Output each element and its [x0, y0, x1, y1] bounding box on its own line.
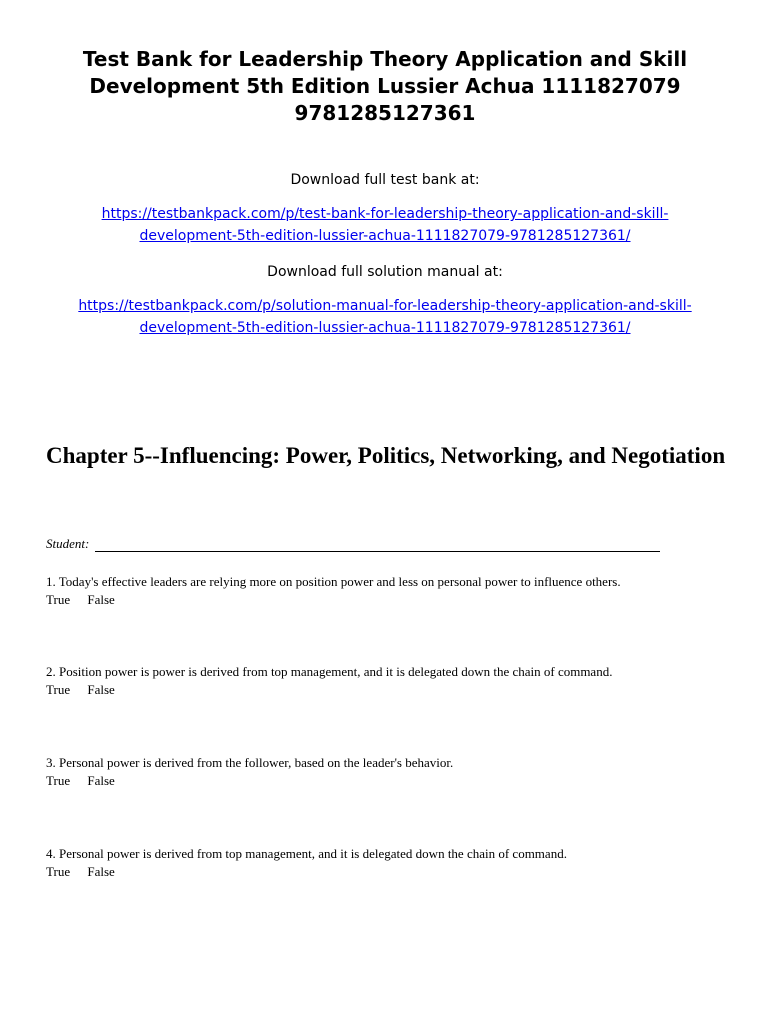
solution-manual-link-line-2: development-5th-edition-lussier-achua-1111827079-9781285127361/ — [139, 320, 631, 336]
question-text: 2. Position power is power is derived from top management, and it is delegated down the chain of command. — [46, 664, 613, 679]
question-options — [46, 591, 736, 609]
title-line-1: Test Bank for Leadership Theory Application and Skill — [82, 47, 688, 71]
solution-manual-download-link[interactable] — [40, 295, 730, 339]
test-bank-download-label: Download full test bank at: — [290, 172, 480, 188]
option-false: False — [87, 592, 115, 607]
question-text: 3. Personal power is derived from the follower, based on the leader's behavior. — [46, 755, 454, 770]
title-line-2: Development 5th Edition Lussier Achua 1111827079 — [89, 74, 681, 98]
solution-manual-download-label: Download full solution manual at: — [267, 264, 503, 280]
test-bank-download-link[interactable] — [40, 203, 730, 247]
test-bank-link-line-2: development-5th-edition-lussier-achua-1111827079-9781285127361/ — [139, 228, 631, 244]
student-name-row — [46, 536, 660, 552]
title-line-3: 9781285127361 — [294, 101, 476, 125]
question-2 — [46, 663, 736, 699]
option-true: True — [46, 773, 71, 788]
question-text: 1. Today's effective leaders are relying more on position power and less on personal power to influence others. — [46, 574, 621, 589]
option-false: False — [87, 864, 115, 879]
option-false: False — [87, 682, 115, 697]
question-1 — [46, 573, 736, 609]
question-options — [46, 863, 736, 881]
student-label: Student: — [46, 536, 90, 551]
solution-manual-link-line-1: https://testbankpack.com/p/solution-manual-for-leadership-theory-application-and-skill- — [78, 298, 692, 314]
question-4 — [46, 845, 736, 881]
question-options — [46, 681, 736, 699]
student-name-line — [95, 537, 660, 552]
question-options — [46, 772, 736, 790]
option-true: True — [46, 592, 71, 607]
chapter-heading: Chapter 5--Influencing: Power, Politics, Networking, and Negotiation — [46, 443, 726, 468]
question-3 — [46, 754, 736, 790]
document-title — [40, 46, 730, 127]
test-bank-link-line-1: https://testbankpack.com/p/test-bank-for-leadership-theory-application-and-skill- — [101, 206, 669, 222]
question-text: 4. Personal power is derived from top management, and it is delegated down the chain of command. — [46, 846, 567, 861]
option-true: True — [46, 682, 71, 697]
option-false: False — [87, 773, 115, 788]
option-true: True — [46, 864, 71, 879]
